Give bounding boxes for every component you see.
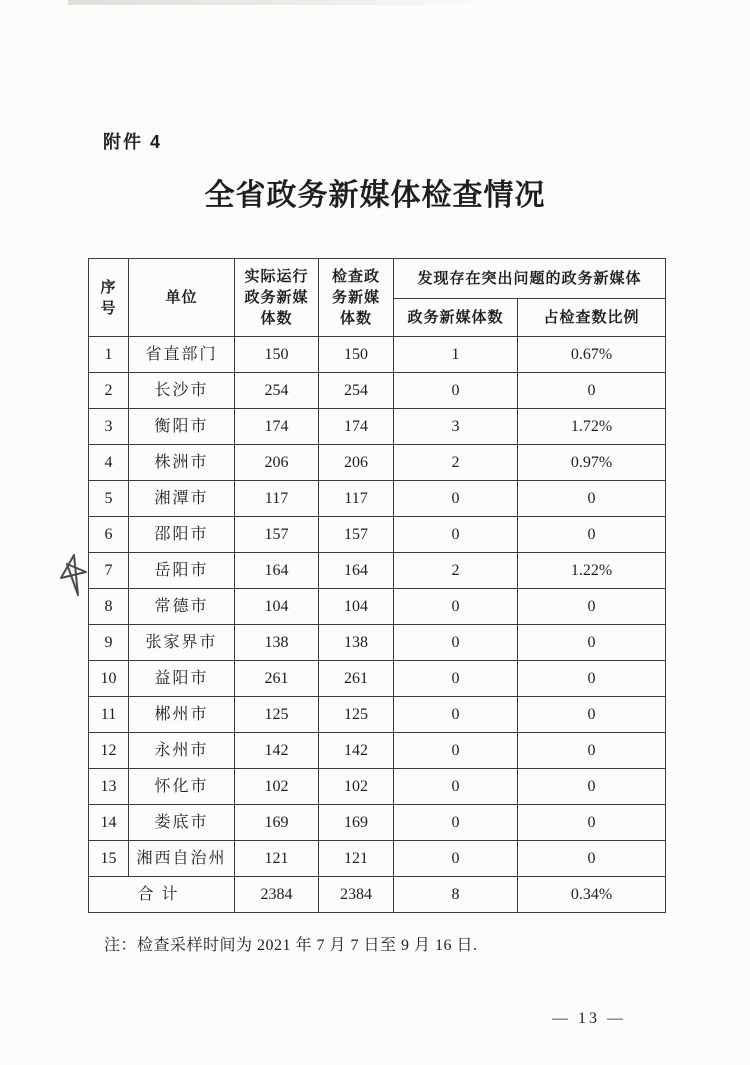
cell-unit: 省直部门 <box>129 337 235 373</box>
header-problem-count: 政务新媒体数 <box>394 299 518 337</box>
cell-row-number: 6 <box>89 517 129 553</box>
cell-problem-ratio: 0 <box>518 697 666 733</box>
cell-actual-count: 254 <box>235 373 319 409</box>
cell-actual-count: 102 <box>235 769 319 805</box>
cell-unit: 怀化市 <box>129 769 235 805</box>
table-row <box>89 733 666 769</box>
table-header <box>89 259 666 337</box>
cell-problem-ratio: 1.22% <box>518 553 666 589</box>
cell-unit: 张家界市 <box>129 625 235 661</box>
cell-inspected-count: 261 <box>319 661 394 697</box>
total-problem-count: 8 <box>394 877 518 913</box>
cell-inspected-count: 150 <box>319 337 394 373</box>
cell-actual-count: 174 <box>235 409 319 445</box>
cell-unit: 娄底市 <box>129 805 235 841</box>
cell-actual-count: 117 <box>235 481 319 517</box>
cell-problem-ratio: 0 <box>518 481 666 517</box>
cell-problem-count: 0 <box>394 733 518 769</box>
cell-problem-ratio: 0.67% <box>518 337 666 373</box>
cell-inspected-count: 157 <box>319 517 394 553</box>
table-row <box>89 373 666 409</box>
cell-actual-count: 104 <box>235 589 319 625</box>
table-row <box>89 805 666 841</box>
cell-inspected-count: 121 <box>319 841 394 877</box>
cell-inspected-count: 117 <box>319 481 394 517</box>
total-label: 合计 <box>89 877 235 913</box>
cell-inspected-count: 254 <box>319 373 394 409</box>
total-inspected: 2384 <box>319 877 394 913</box>
cell-problem-ratio: 1.72% <box>518 409 666 445</box>
cell-actual-count: 261 <box>235 661 319 697</box>
cell-inspected-count: 206 <box>319 445 394 481</box>
cell-unit: 岳阳市 <box>129 553 235 589</box>
cell-row-number: 14 <box>89 805 129 841</box>
cell-inspected-count: 142 <box>319 733 394 769</box>
cell-inspected-count: 104 <box>319 589 394 625</box>
inspection-table <box>88 258 666 913</box>
header-unit: 单位 <box>129 259 235 337</box>
cell-inspected-count: 174 <box>319 409 394 445</box>
cell-problem-count: 0 <box>394 841 518 877</box>
cell-row-number: 10 <box>89 661 129 697</box>
cell-row-number: 11 <box>89 697 129 733</box>
cell-unit: 郴州市 <box>129 697 235 733</box>
cell-unit: 株洲市 <box>129 445 235 481</box>
header-no: 序号 <box>89 259 129 337</box>
cell-problem-count: 2 <box>394 553 518 589</box>
cell-row-number: 2 <box>89 373 129 409</box>
table-row <box>89 661 666 697</box>
cell-unit: 湘西自治州 <box>129 841 235 877</box>
total-row <box>89 877 666 913</box>
cell-row-number: 4 <box>89 445 129 481</box>
scan-artifact <box>68 0 500 5</box>
cell-problem-count: 0 <box>394 481 518 517</box>
cell-actual-count: 142 <box>235 733 319 769</box>
cell-unit: 衡阳市 <box>129 409 235 445</box>
cell-row-number: 5 <box>89 481 129 517</box>
cell-problem-count: 0 <box>394 517 518 553</box>
header-actual-count: 实际运行政务新媒体数 <box>235 259 319 337</box>
cell-problem-count: 3 <box>394 409 518 445</box>
table-row <box>89 589 666 625</box>
cell-actual-count: 206 <box>235 445 319 481</box>
page-number: — 13 — <box>552 1010 626 1027</box>
cell-inspected-count: 125 <box>319 697 394 733</box>
cell-inspected-count: 102 <box>319 769 394 805</box>
cell-problem-ratio: 0.97% <box>518 445 666 481</box>
cell-problem-ratio: 0 <box>518 733 666 769</box>
cell-problem-ratio: 0 <box>518 661 666 697</box>
cell-problem-ratio: 0 <box>518 769 666 805</box>
cell-problem-ratio: 0 <box>518 517 666 553</box>
table-row <box>89 481 666 517</box>
cell-unit: 湘潭市 <box>129 481 235 517</box>
cell-unit: 邵阳市 <box>129 517 235 553</box>
cell-inspected-count: 138 <box>319 625 394 661</box>
table-body <box>89 337 666 877</box>
cell-actual-count: 164 <box>235 553 319 589</box>
cell-problem-ratio: 0 <box>518 805 666 841</box>
cell-problem-count: 1 <box>394 337 518 373</box>
cell-unit: 长沙市 <box>129 373 235 409</box>
page-title: 全省政务新媒体检查情况 <box>204 179 546 212</box>
cell-row-number: 3 <box>89 409 129 445</box>
table-row <box>89 445 666 481</box>
cell-row-number: 12 <box>89 733 129 769</box>
cell-actual-count: 150 <box>235 337 319 373</box>
cell-problem-ratio: 0 <box>518 373 666 409</box>
cell-row-number: 13 <box>89 769 129 805</box>
table-row <box>89 769 666 805</box>
cell-unit: 益阳市 <box>129 661 235 697</box>
total-problem-ratio: 0.34% <box>518 877 666 913</box>
cell-problem-count: 0 <box>394 589 518 625</box>
cell-unit: 永州市 <box>129 733 235 769</box>
table-row <box>89 841 666 877</box>
cell-actual-count: 169 <box>235 805 319 841</box>
footnote: 注：检查采样时间为 2021 年 7 月 7 日至 9 月 16 日. <box>104 937 478 954</box>
cell-inspected-count: 164 <box>319 553 394 589</box>
cell-problem-count: 0 <box>394 805 518 841</box>
table-row <box>89 553 666 589</box>
header-inspected-count: 检查政务新媒体数 <box>319 259 394 337</box>
cell-unit: 常德市 <box>129 589 235 625</box>
cell-inspected-count: 169 <box>319 805 394 841</box>
cell-problem-count: 0 <box>394 373 518 409</box>
cell-problem-ratio: 0 <box>518 589 666 625</box>
table-row <box>89 625 666 661</box>
cell-problem-count: 0 <box>394 661 518 697</box>
cell-row-number: 1 <box>89 337 129 373</box>
cell-row-number: 8 <box>89 589 129 625</box>
total-actual: 2384 <box>235 877 319 913</box>
table-row <box>89 337 666 373</box>
cell-actual-count: 121 <box>235 841 319 877</box>
cell-problem-ratio: 0 <box>518 625 666 661</box>
attachment-label: 附件 4 <box>103 132 163 152</box>
cell-row-number: 9 <box>89 625 129 661</box>
header-problem-ratio: 占检查数比例 <box>518 299 666 337</box>
cell-actual-count: 125 <box>235 697 319 733</box>
table-footer <box>89 877 666 913</box>
cell-problem-count: 0 <box>394 697 518 733</box>
table-row <box>89 409 666 445</box>
cell-actual-count: 157 <box>235 517 319 553</box>
table-row <box>89 697 666 733</box>
cell-actual-count: 138 <box>235 625 319 661</box>
cell-problem-count: 0 <box>394 625 518 661</box>
cell-row-number: 7 <box>89 553 129 589</box>
cell-problem-count: 0 <box>394 769 518 805</box>
cell-problem-ratio: 0 <box>518 841 666 877</box>
cell-problem-count: 2 <box>394 445 518 481</box>
table-row <box>89 517 666 553</box>
header-problem-group: 发现存在突出问题的政务新媒体 <box>394 259 666 299</box>
cell-row-number: 15 <box>89 841 129 877</box>
